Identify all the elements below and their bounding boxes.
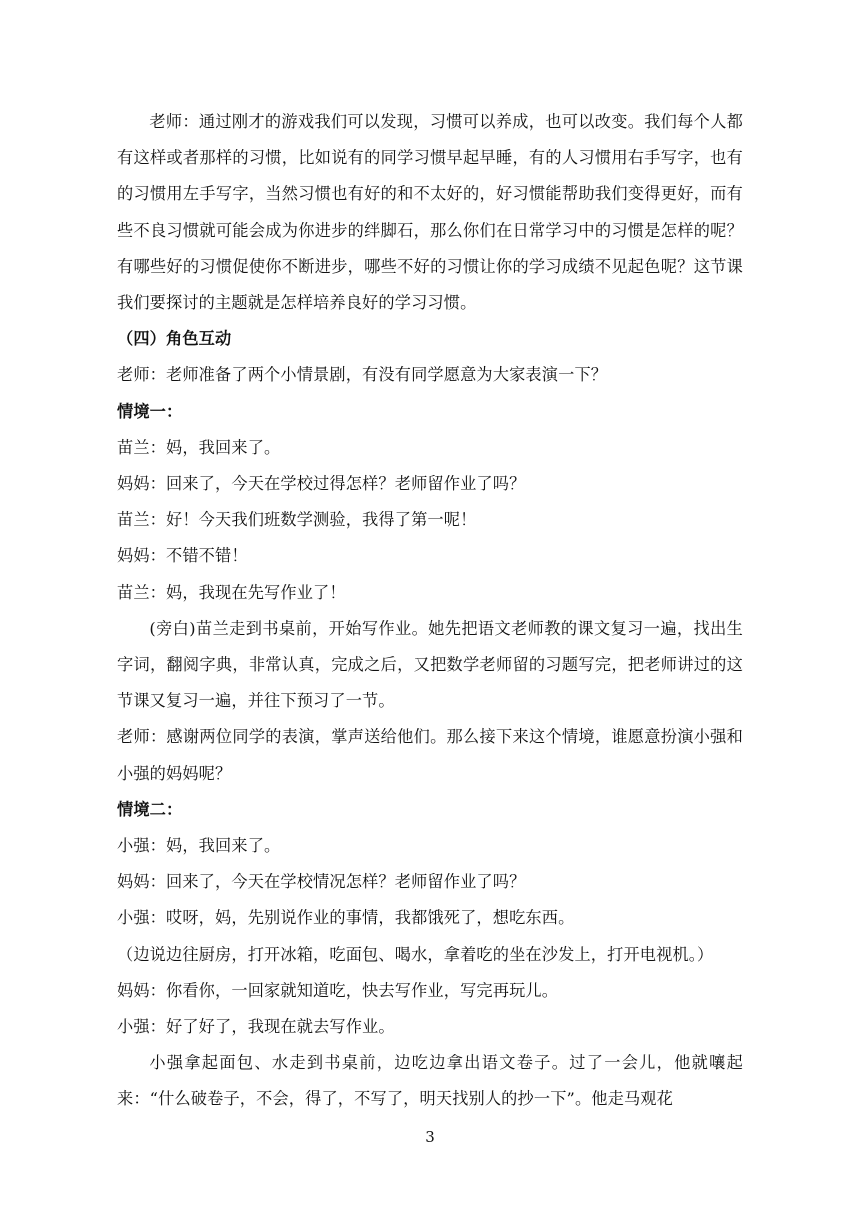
closing-narration-paragraph: 小强拿起面包、水走到书桌前，边吃边拿出语文卷子。过了一会儿，他就嚷起来：“什么破卷子，不会，得了，不写了，明天找别人的抄一下”。他走马观花: [117, 1053, 743, 1109]
stage-direction: （边说边往厨房，打开冰箱，吃面包、喝水，拿着吃的坐在沙发上，打开电视机。）: [117, 944, 714, 964]
dialogue-line: 苗兰：好！今天我们班数学测验，我得了第一呢！: [117, 510, 477, 530]
narration-paragraph: (旁白)苗兰走到书桌前，开始写作业。她先把语文老师教的课文复习一遍，找出生字词，翻阅字典，非常认真，完成之后，又把数学老师留的习题写完，把老师讲过的这节课又复习一遍，并往下预习了一节。: [117, 618, 743, 711]
dialogue-line: 妈妈：回来了，今天在学校过得怎样？老师留作业了吗？: [117, 474, 526, 494]
dialogue-line: 小强：哎呀，妈，先别说作业的事情，我都饿死了，想吃东西。: [117, 908, 575, 928]
dialogue-line: 妈妈：你看你，一回家就知道吃，快去写作业，写完再玩儿。: [117, 980, 559, 1000]
section-heading-role-play: （四）角色互动: [117, 329, 232, 349]
teacher-line: 老师：感谢两位同学的表演，掌声送给他们。那么接下来这个情境，谁愿意扮演小强和小强的妈妈呢？: [117, 727, 743, 783]
dialogue-line: 小强：妈，我回来了。: [117, 836, 281, 856]
document-body: [117, 104, 743, 1118]
teacher-line: 老师：老师准备了两个小情景剧，有没有同学愿意为大家表演一下？: [117, 365, 608, 385]
dialogue-line: 苗兰：妈，我回来了。: [117, 437, 281, 457]
dialogue-line: 妈妈：回来了，今天在学校情况怎样？老师留作业了吗？: [117, 872, 526, 892]
scenario-two-heading: 情境二：: [117, 799, 183, 819]
dialogue-line: 苗兰：妈，我现在先写作业了！: [117, 582, 346, 602]
scenario-one-heading: 情境一：: [117, 401, 183, 421]
dialogue-line: 小强：好了好了，我现在就去写作业。: [117, 1017, 395, 1037]
page-number: 3: [425, 1128, 435, 1146]
dialogue-line: 妈妈：不错不错！: [117, 546, 248, 566]
teacher-intro-paragraph: 老师：通过刚才的游戏我们可以发现，习惯可以养成，也可以改变。我们每个人都有这样或者那样的习惯，比如说有的同学习惯早起早睡，有的人习惯用右手写字，也有的习惯用左手写字，当然习惯也有好的和不太好的，好习惯能帮助我们变得更好，而有些不良习惯就可能会成为你进步的绊脚石，那么你们在日常学习中的习惯是怎样的呢？有哪些好的习惯促使你不断进步，哪些不好的习惯让你的学习成绩不见起色呢？这节课我们要探讨的主题就是怎样培养良好的学习习惯。: [117, 112, 743, 313]
